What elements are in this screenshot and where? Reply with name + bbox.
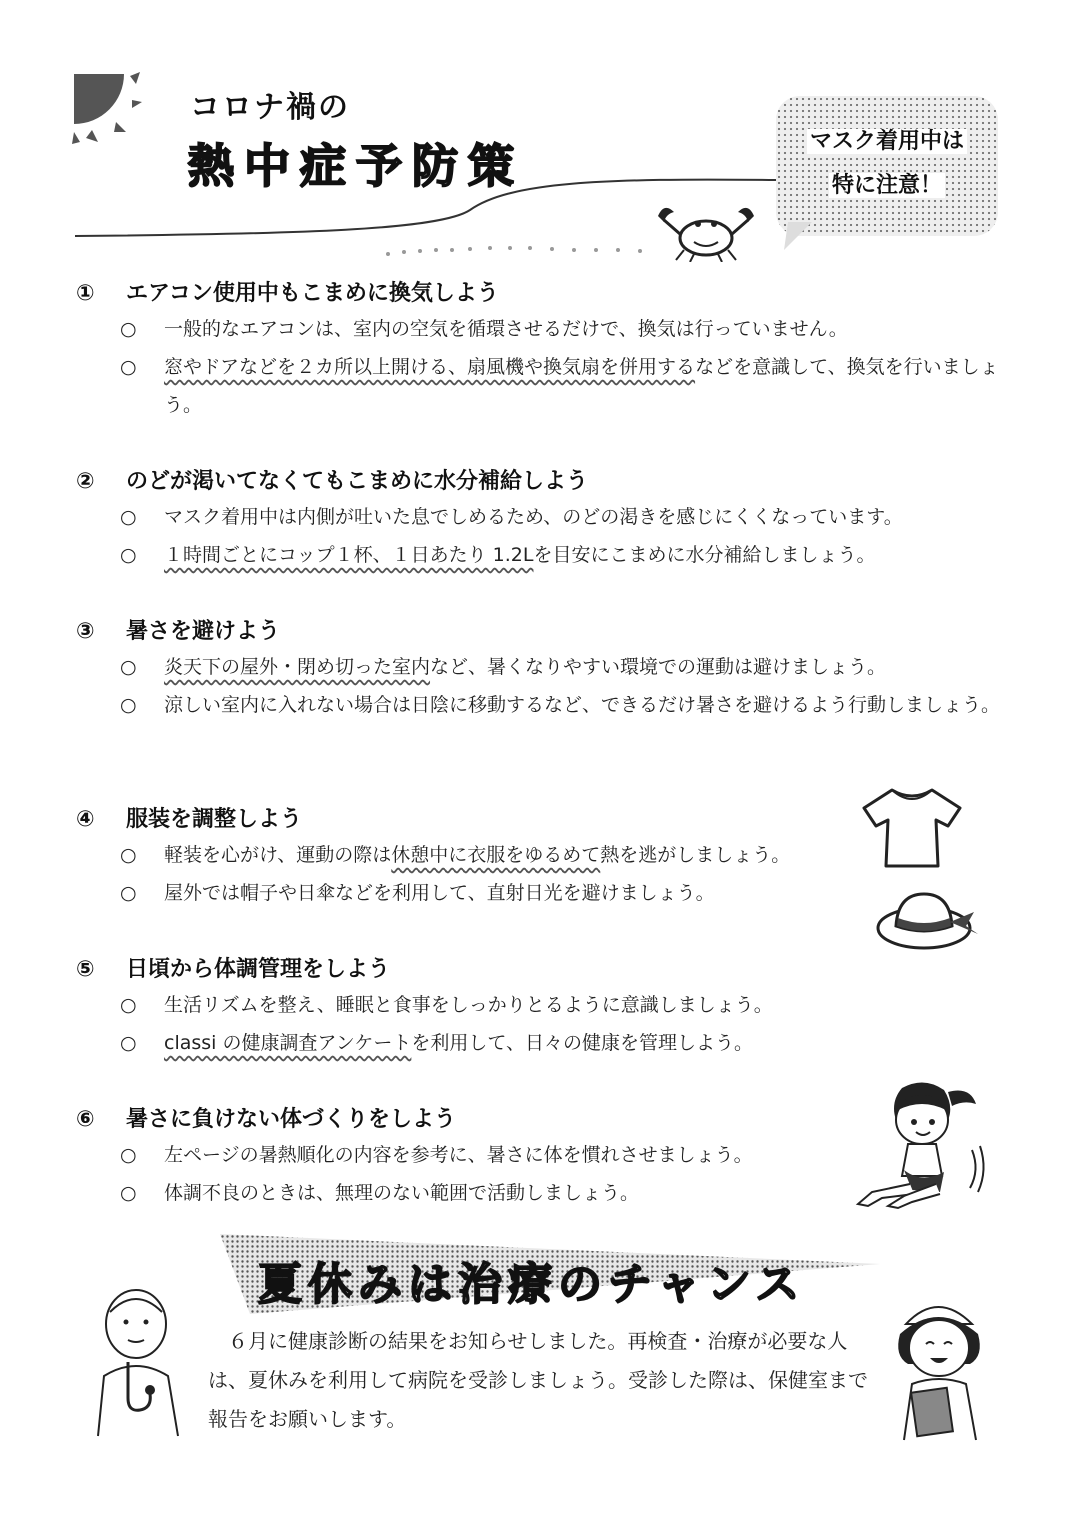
banner-title: 夏休みは治療のチャンス bbox=[258, 1259, 806, 1310]
nurse-illustration bbox=[892, 1294, 986, 1442]
circle-bullet-icon: ○ bbox=[120, 1144, 137, 1166]
circle-bullet-icon: ○ bbox=[120, 882, 137, 904]
section-heading: のどが渇いてなくてもこまめに水分補給しよう bbox=[126, 469, 589, 494]
item-emphasis: １時間ごとにコップ１杯、１日あたり 1.2L bbox=[164, 544, 534, 566]
circle-bullet-icon: ○ bbox=[120, 656, 137, 678]
section-number: ④ bbox=[76, 807, 95, 832]
list-item bbox=[120, 498, 1010, 536]
section-title-5 bbox=[76, 952, 390, 983]
circle-bullet-icon: ○ bbox=[120, 994, 137, 1016]
list-item bbox=[120, 310, 1010, 348]
section-heading: 日頃から体調管理をしよう bbox=[126, 957, 391, 982]
section-number: ⑥ bbox=[76, 1107, 95, 1132]
circle-bullet-icon: ○ bbox=[120, 544, 137, 566]
section-heading: エアコン使用中もこまめに換気しよう bbox=[126, 281, 499, 306]
callout-tail bbox=[782, 222, 822, 252]
circle-bullet-icon: ○ bbox=[120, 356, 137, 378]
section-title-2 bbox=[76, 464, 588, 495]
list-item bbox=[120, 1024, 1010, 1062]
list-item bbox=[120, 536, 1010, 574]
circle-bullet-icon: ○ bbox=[120, 694, 137, 716]
doctor-illustration bbox=[88, 1286, 188, 1438]
section-title-4 bbox=[76, 802, 302, 833]
sun-icon bbox=[72, 72, 142, 144]
circle-bullet-icon: ○ bbox=[120, 1032, 137, 1054]
item-emphasis: classi の健康調査アンケート bbox=[164, 1032, 412, 1054]
list-item bbox=[120, 986, 1010, 1024]
item-text: 屋外では帽子や日傘などを利用して、直射日光を避けましょう。 bbox=[164, 882, 715, 904]
item-text: 軽装を心がけ、運動の際は bbox=[164, 844, 392, 866]
callout-text bbox=[776, 120, 998, 208]
list-item bbox=[120, 686, 1010, 724]
item-text: 生活リズムを整え、睡眠と食事をしっかりとるように意識しましょう。 bbox=[164, 994, 773, 1016]
item-emphasis: 窓やドアなどを２カ所以上開ける、扇風機や換気扇を併用する bbox=[164, 356, 696, 378]
item-text: など、暑くなりやすい環境での運動は避けましょう。 bbox=[430, 656, 887, 678]
circle-bullet-icon: ○ bbox=[120, 1182, 137, 1204]
section-title-6 bbox=[76, 1102, 456, 1133]
item-text: を利用して、日々の健康を管理しよう。 bbox=[411, 1032, 753, 1054]
tshirt-icon bbox=[862, 786, 964, 870]
footer-paragraph: ６月に健康診断の結果をお知らせしました。再検査・治療が必要な人は、夏休みを利用して病院を受診しましょう。受診した際は、保健室まで報告をお願いします。 bbox=[208, 1329, 868, 1431]
item-text: 体調不良のときは、無理のない範囲で活動しましょう。 bbox=[164, 1182, 640, 1204]
item-text: 一般的なエアコンは、室内の空気を循環させるだけで、換気は行っていません。 bbox=[164, 318, 848, 340]
hat-icon bbox=[874, 882, 982, 952]
girl-illustration bbox=[852, 1080, 992, 1212]
list-item bbox=[120, 648, 1010, 686]
item-text: 涼しい室内に入れない場合は日陰に移動するなど、できるだけ暑さを避けるよう行動しましょう。 bbox=[164, 694, 1001, 716]
section-title-3 bbox=[76, 614, 280, 645]
section-number: ⑤ bbox=[76, 957, 95, 982]
crab-icon bbox=[654, 196, 758, 262]
circle-bullet-icon: ○ bbox=[120, 318, 137, 340]
title-small: コロナ禍の bbox=[190, 90, 350, 125]
item-text: を目安にこまめに水分補給しましょう。 bbox=[533, 544, 876, 566]
section-heading: 暑さを避けよう bbox=[126, 619, 281, 644]
section-heading: 服装を調整しよう bbox=[126, 807, 303, 832]
section-heading: 暑さに負けない体づくりをしよう bbox=[126, 1107, 457, 1132]
item-text: などを意識して、換気を行いましょう。 bbox=[164, 356, 999, 416]
section-title-1 bbox=[76, 276, 499, 307]
list-item bbox=[120, 348, 1010, 424]
circle-bullet-icon: ○ bbox=[120, 844, 137, 866]
section-number: ③ bbox=[76, 619, 95, 644]
title-main: 熱中症予防策 bbox=[188, 139, 524, 193]
item-emphasis: 休憩中に衣服をゆるめて bbox=[391, 844, 601, 866]
item-emphasis: 炎天下の屋外・閉め切った室内 bbox=[164, 656, 431, 678]
callout-line-1: マスク着用中は bbox=[807, 129, 967, 154]
section-number: ① bbox=[76, 281, 95, 306]
callout-line-2: 特に注意！ bbox=[829, 173, 945, 198]
circle-bullet-icon: ○ bbox=[120, 506, 137, 528]
section-number: ② bbox=[76, 469, 95, 494]
item-text: 熱を逃がしましょう。 bbox=[600, 844, 791, 866]
item-text: マスク着用中は内側が吐いた息でしめるため、のどの渇きを感じにくくなっています。 bbox=[164, 506, 903, 528]
item-text: 左ページの暑熱順化の内容を参考に、暑さに体を慣れさせましょう。 bbox=[164, 1144, 753, 1166]
